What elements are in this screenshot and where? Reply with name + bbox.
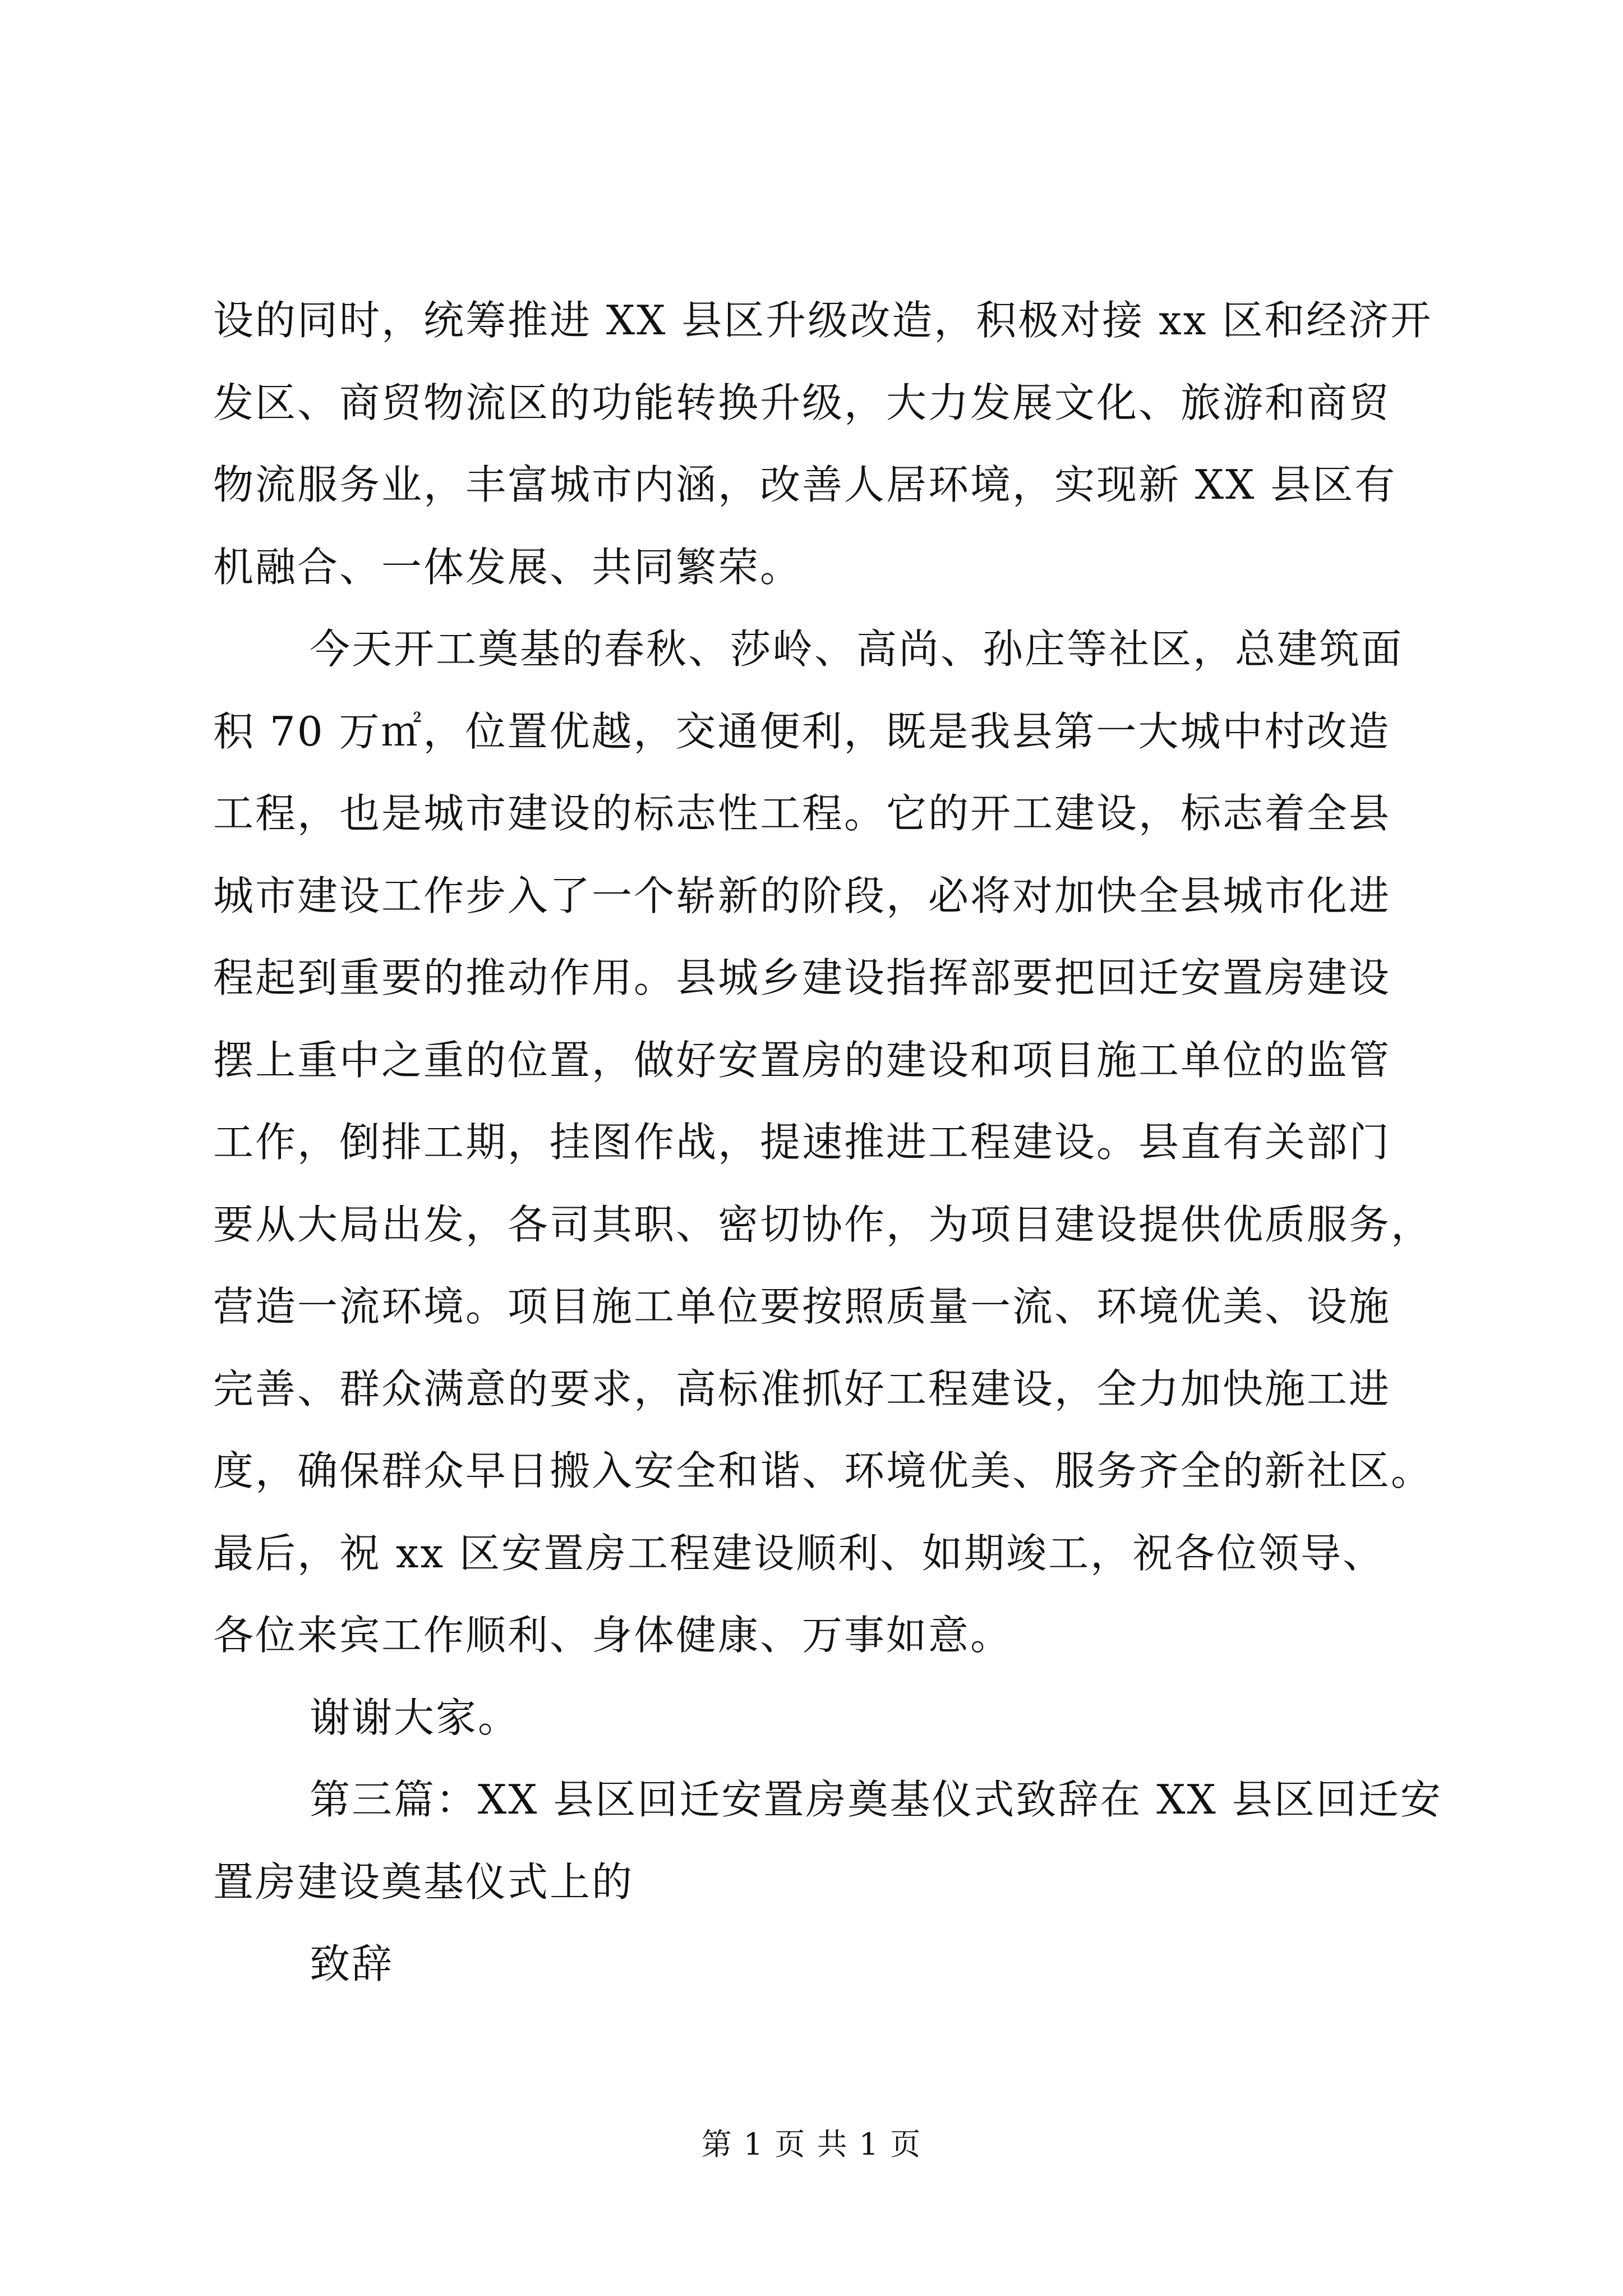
text-line: 度，确保群众早日搬入安全和谐、环境优美、服务齐全的新社区。 [213,1447,1433,1494]
text-line: 物流服务业，丰富城市内涵，改善人居环境，实现新 XX 县区有 [213,461,1397,508]
text-line: 工作，倒排工期，挂图作战，提速推进工程建设。县直有关部门 [213,1119,1391,1166]
text-line: 完善、群众满意的要求，高标准抓好工程建设，全力加快施工进 [213,1365,1391,1412]
section-heading-line: 第三篇：XX 县区回迁安置房奠基仪式致辞在 XX 县区回迁安 [310,1776,1442,1823]
page-footer: 第 1 页 共 1 页 [701,2127,922,2162]
text-line: 摆上重中之重的位置，做好安置房的建设和项目施工单位的监管 [213,1036,1391,1084]
text-line: 发区、商贸物流区的功能转换升级，大力发展文化、旅游和商贸 [213,379,1391,426]
text-line: 营造一流环境。项目施工单位要按照质量一流、环境优美、设施 [213,1283,1391,1330]
text-line: 最后，祝 xx 区安置房工程建设顺利、如期竣工，祝各位领导、 [213,1529,1385,1577]
document-body [213,279,1442,2005]
text-line: 谢谢大家。 [310,1694,520,1741]
text-line: 各位来宾工作顺利、身体健康、万事如意。 [213,1612,1013,1659]
text-line: 机融合、一体发展、共同繁荣。 [213,543,803,591]
text-line: 设的同时，统筹推进 XX 县区升级改造，积极对接 xx 区和经济开 [213,297,1433,344]
text-line: 今天开工奠基的春秋、莎岭、高尚、孙庄等社区，总建筑面 [310,625,1404,673]
text-line: 积 70 万㎡，位置优越，交通便利，既是我县第一大城中村改造 [213,707,1391,755]
text-line: 程起到重要的推动作用。县城乡建设指挥部要把回迁安置房建设 [213,954,1391,1001]
text-line: 要从大局出发，各司其职、密切协作，为项目建设提供优质服务， [213,1200,1433,1248]
text-line: 工程，也是城市建设的标志性工程。它的开工建设，标志着全县 [213,790,1391,837]
section-heading-line: 置房建设奠基仪式上的 [213,1858,634,1906]
text-line: 城市建设工作步入了一个崭新的阶段，必将对加快全县城市化进 [213,872,1391,919]
text-line: 致辞 [310,1940,394,1987]
